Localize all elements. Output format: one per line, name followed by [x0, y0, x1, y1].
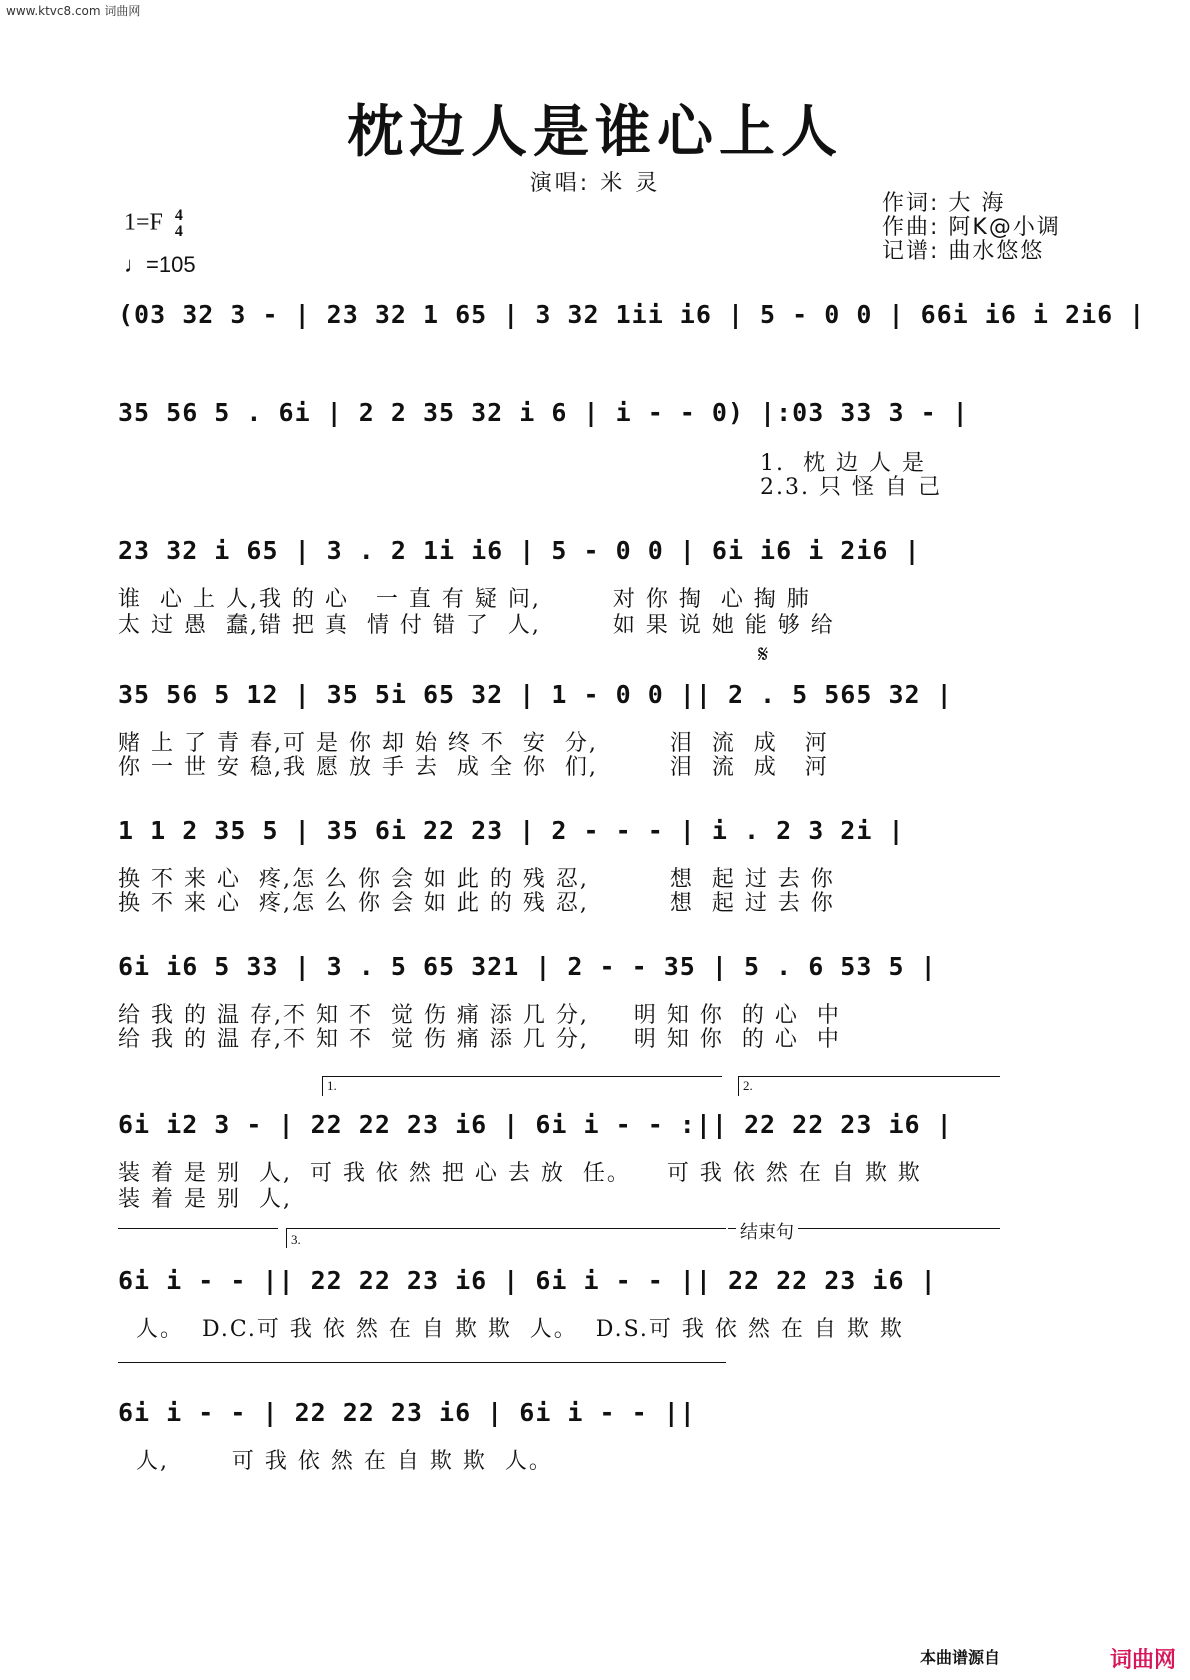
volta-3-tick — [286, 1228, 287, 1248]
coda-continuation — [118, 1362, 726, 1363]
lyric-row-7-line-2: 装 着 是 别 人, — [118, 1187, 292, 1212]
lyric-row-5-line-2: 换 不 来 心 疼,怎 么 你 会 如 此 的 残 忍, 想 起 过 去 你 — [118, 891, 835, 916]
tempo: ♩=105 — [124, 252, 196, 277]
lyric-row-6-line-1: 给 我 的 温 存,不 知 不 觉 伤 痛 添 几 分, 明 知 你 的 心 中 — [118, 1003, 841, 1028]
notation-row-1: (03 32 3 - | 23 32 1 65 | 3 32 1ii i6 | 5 - 0 0 | 66i i6 i 2i6 | — [118, 300, 1146, 329]
time-sig-top: 4 — [174, 207, 183, 224]
song-title: 枕边人是谁心上人 — [347, 99, 843, 165]
volta-2-label: 2. — [743, 1078, 753, 1093]
volta-2-bracket — [738, 1076, 1000, 1077]
composer: 作曲: 阿K@小调 — [882, 215, 1061, 240]
lyric-row-3-line-2: 太 过 愚 蠢,错 把 真 情 付 错 了 人, 如 果 说 她 能 够 给 — [118, 613, 835, 638]
lyric-row-8-line-1: 人。 D.C.可 我 依 然 在 自 欺 欺 人。 D.S.可 我 依 然 在 自 欺 欺 — [118, 1317, 904, 1342]
volta-3-bracket — [286, 1228, 726, 1229]
notation-row-9: 6i i - - | 22 22 23 i6 | 6i i - - || — [118, 1398, 696, 1427]
notation-row-7: 6i i2 3 - | 22 22 23 i6 | 6i i - - :|| 22 22 23 i6 | — [118, 1110, 953, 1139]
volta-1-label: 1. — [327, 1078, 337, 1093]
lyric-row-9-line-1: 人, 可 我 依 然 在 自 欺 欺 人。 — [118, 1449, 553, 1474]
lyric-row-7-line-1: 装 着 是 别 人, 可 我 依 然 把 心 去 放 任。 可 我 依 然 在 自 欺 欺 — [118, 1161, 922, 1186]
lyric-row-4-line-1: 赌 上 了 青 春,可 是 你 却 始 终 不 安 分, 泪 流 成 河 — [118, 731, 829, 756]
key-signature — [124, 208, 183, 240]
lyric-row-4-line-2: 你 一 世 安 稳,我 愿 放 手 去 成 全 你 们, 泪 流 成 河 — [118, 755, 829, 780]
lyric-row-3-line-1: 谁 心 上 人,我 的 心 一 直 有 疑 问, 对 你 掏 心 掏 肺 — [118, 587, 811, 612]
singer: 演唱: 米 灵 — [529, 171, 661, 196]
lyricist: 作词: 大 海 — [882, 191, 1006, 216]
segno-sign: 𝄋 — [758, 640, 769, 668]
watermark: www.ktvc8.com 词曲网 — [6, 4, 141, 18]
volta-3-label: 3. — [291, 1232, 301, 1247]
site-logo[interactable]: 词曲网 — [1109, 1648, 1176, 1673]
lyric-row-2-line-1: 1. 枕 边 人 是 — [760, 451, 926, 476]
lyric-row-6-line-2: 给 我 的 温 存,不 知 不 觉 伤 痛 添 几 分, 明 知 你 的 心 中 — [118, 1027, 841, 1052]
notation-row-3: 23 32 i 65 | 3 . 2 1i i6 | 5 - 0 0 | 6i i6 i 2i6 | — [118, 536, 921, 565]
volta-2-tick — [738, 1076, 739, 1096]
notation-row-5: 1 1 2 35 5 | 35 6i 22 23 | 2 - - - | i . 2 3 2i | — [118, 816, 905, 845]
notation-row-2: 35 56 5 . 6i | 2 2 35 32 i 6 | i - - 0) |:03 33 3 - | — [118, 398, 969, 427]
notation-row-4: 35 56 5 12 | 35 5i 65 32 | 1 - 0 0 || 2 . 5 565 32 | — [118, 680, 953, 709]
notation-row-6: 6i i6 5 33 | 3 . 5 65 321 | 2 - - 35 | 5 . 6 53 5 | — [118, 952, 937, 981]
key-text: 1=F — [124, 209, 163, 236]
transcriber: 记谱: 曲水悠悠 — [882, 239, 1045, 264]
time-sig-bottom: 4 — [174, 223, 183, 240]
notation-row-8: 6i i - - || 22 22 23 i6 | 6i i - - || 22 22 23 i6 | — [118, 1266, 937, 1295]
volta-1-tick — [322, 1076, 323, 1096]
volta-1-bracket — [322, 1076, 722, 1077]
source-note: 本曲谱源自 — [919, 1648, 1000, 1667]
coda-label: 结束句 — [736, 1218, 798, 1244]
lyric-row-5-line-1: 换 不 来 心 疼,怎 么 你 会 如 此 的 残 忍, 想 起 过 去 你 — [118, 867, 835, 892]
lyric-row-2-line-2: 2.3. 只 怪 自 己 — [760, 475, 942, 500]
volta-2-continuation — [118, 1228, 278, 1229]
